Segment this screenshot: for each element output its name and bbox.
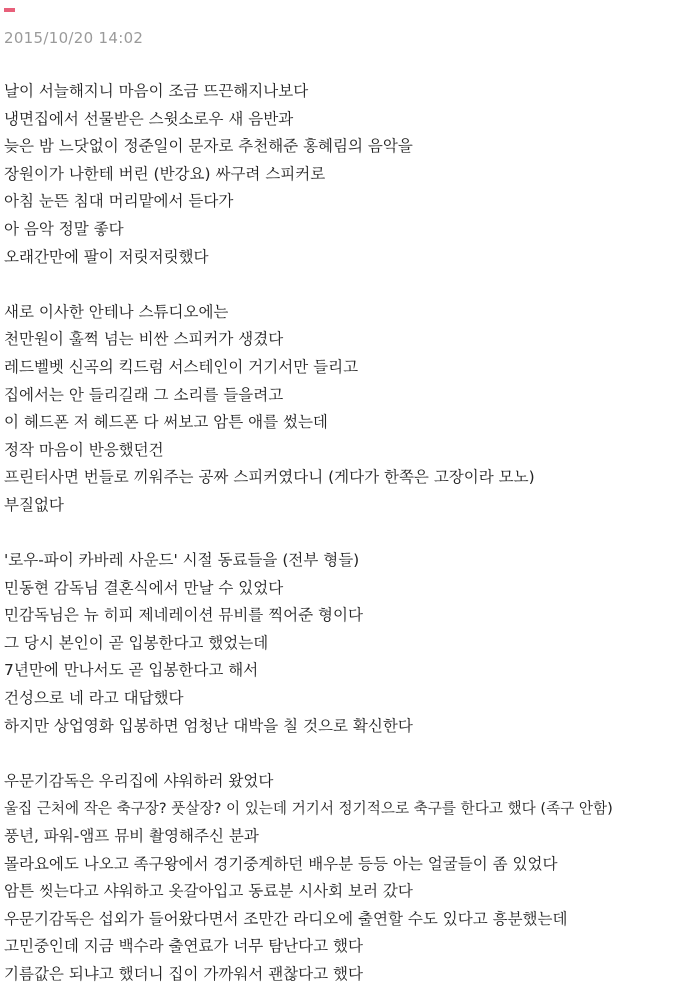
text-line: '로우-파이 카바레 사운드' 시절 동료들을 (전부 형들) (4, 551, 360, 570)
text-line: 그 당시 본인이 곧 입봉한다고 했었는데 (4, 633, 269, 652)
text-line: 우문기감독은 우리집에 샤워하러 왔었다 (4, 771, 274, 790)
text-line: 하지만 상업영화 입봉하면 엄청난 대박을 칠 것으로 확신한다 (4, 716, 413, 735)
text-line: 고민중인데 지금 백수라 출연료가 너무 탐난다고 했다 (4, 937, 363, 956)
text-line: 날이 서늘해지니 마음이 조금 뜨끈해지나보다 (4, 82, 309, 100)
paragraph-gap (4, 520, 698, 548)
text-line: 우문기감독은 섭외가 들어왔다면서 조만간 라디오에 출연할 수도 있다고 흥분했는데 (4, 909, 568, 928)
text-line: 장원이가 나한테 버린 (반강요) 싸구려 스피커로 (4, 164, 326, 183)
paragraph-4 (4, 768, 698, 989)
text-line: 민감독님은 뉴 히피 제네레이션 뮤비를 찍어준 형이다 (4, 606, 363, 625)
text-line: 냉면집에서 선물받은 스윗소로우 새 음반과 (4, 109, 294, 128)
text-line: 집에서는 안 들리길래 그 소리를 들을려고 (4, 385, 284, 404)
text-line: 레드벨벳 신곡의 킥드럼 서스테인이 거기서만 들리고 (4, 357, 359, 376)
text-line: 암튼 씻는다고 샤워하고 옷갈아입고 동료분 시사회 보러 갔다 (4, 882, 413, 901)
post-marker (4, 8, 15, 12)
text-line: 프린터사면 번들로 끼워주는 공짜 스피커였다니 (게다가 한쪽은 고장이라 모노) (4, 468, 535, 487)
paragraph-2 (4, 299, 698, 520)
paragraph-gap (4, 740, 698, 768)
text-line: 늦은 밤 느닷없이 정준일이 문자로 추천해준 홍혜림의 음악을 (4, 137, 413, 156)
text-line: 풍년, 파워-앰프 뮤비 촬영해주신 분과 (4, 827, 259, 846)
text-line: 천만원이 훌쩍 넘는 비싼 스피커가 생겼다 (4, 330, 284, 349)
text-line: 정작 마음이 반응했던건 (4, 440, 164, 459)
text-line: 아침 눈뜬 침대 머리맡에서 듣다가 (4, 192, 234, 211)
text-line: 기름값은 되냐고 했더니 집이 가까워서 괜찮다고 했다 (4, 965, 363, 983)
text-line: 이 헤드폰 저 헤드폰 다 써보고 암튼 애를 썼는데 (4, 413, 328, 432)
post-body (4, 78, 698, 989)
text-line: 건성으로 네 라고 대답했다 (4, 689, 184, 708)
paragraph-1 (4, 78, 698, 271)
paragraph-gap (4, 271, 698, 299)
text-line: 부질없다 (4, 495, 64, 514)
text-line: 오래간만에 팔이 저릿저릿했다 (4, 247, 209, 266)
text-line: 민동현 감독님 결혼식에서 만날 수 있었다 (4, 578, 284, 597)
post-date: 2015/10/20 14:02 (4, 29, 144, 47)
text-line: 몰라요에도 나오고 족구왕에서 경기중계하던 배우분 등등 아는 얼굴들이 좀 있었다 (4, 854, 558, 873)
text-line: 7년만에 만나서도 곧 입봉한다고 해서 (4, 661, 259, 680)
text-line: 울집 근처에 작은 축구장? 풋살장? 이 있는데 거기서 정기적으로 축구를 한다고 했다 (족구 안함) (4, 800, 613, 818)
text-line: 아 음악 정말 좋다 (4, 219, 124, 238)
paragraph-3 (4, 547, 698, 740)
text-line: 새로 이사한 안테나 스튜디오에는 (4, 302, 229, 321)
